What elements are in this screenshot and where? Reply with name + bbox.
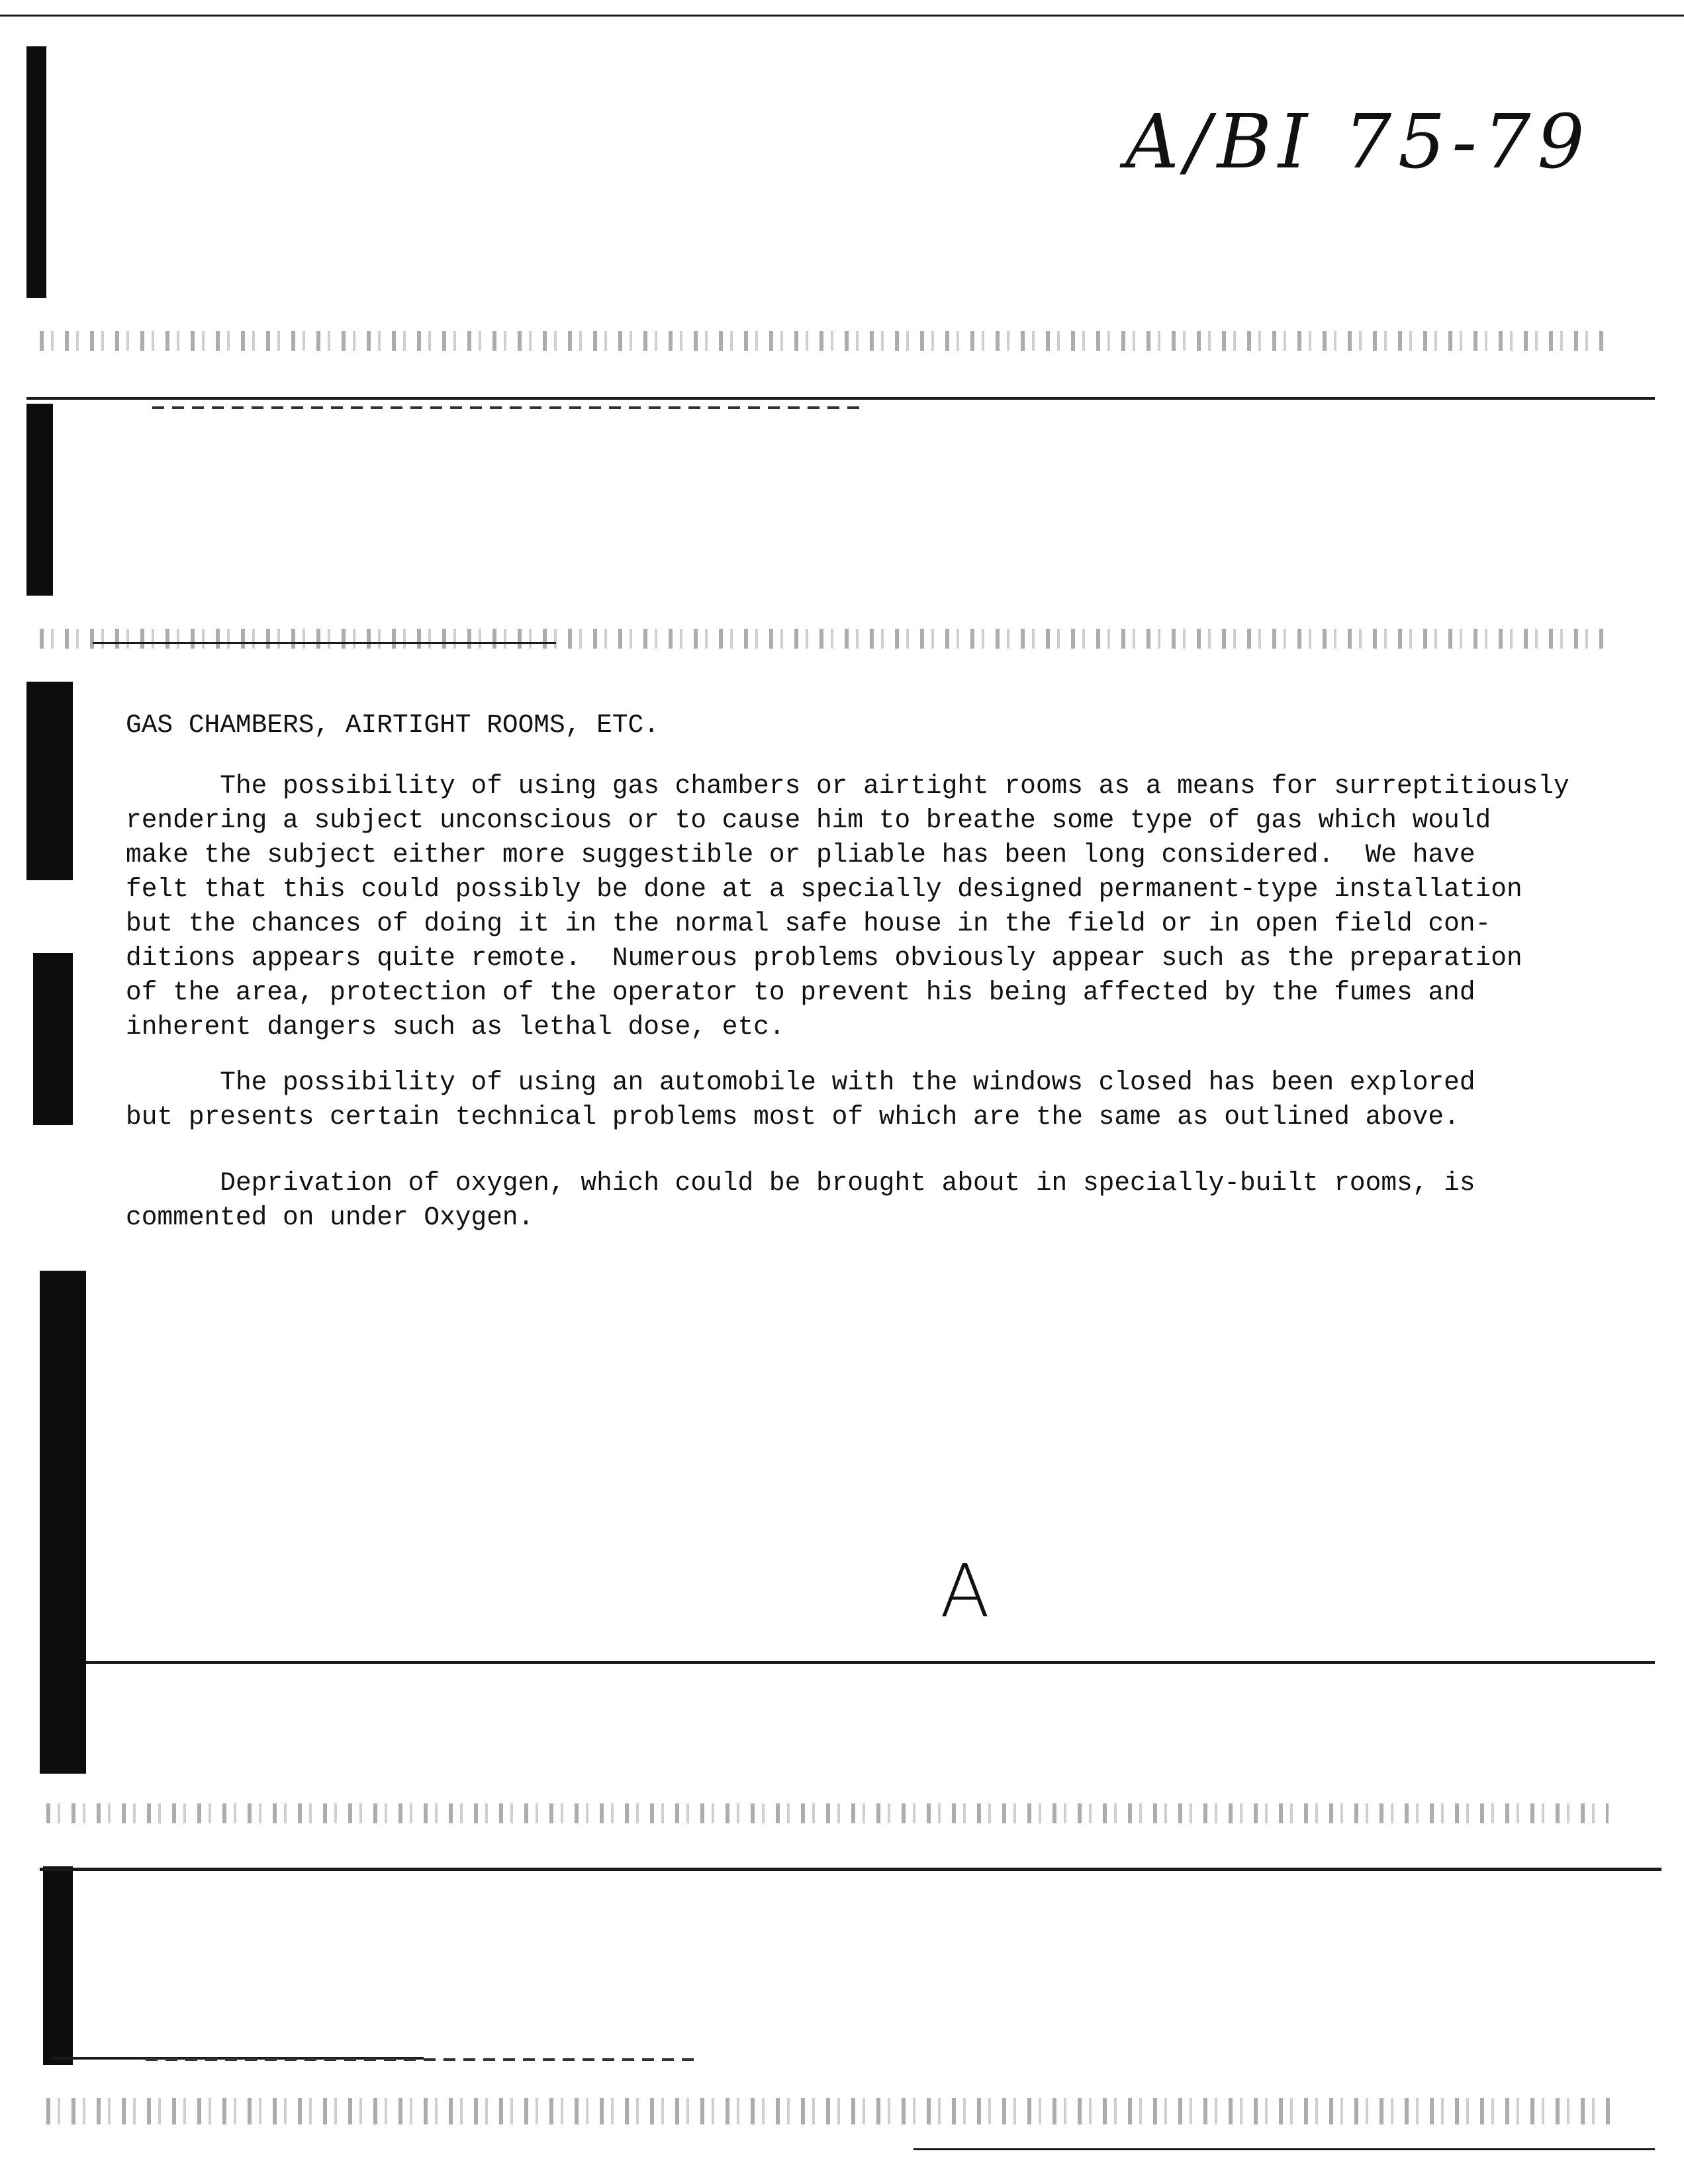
paragraph: Deprivation of oxygen, which could be brought about in specially-built rooms, is commented on under Oxygen. [126, 1168, 1475, 1232]
top-rule [0, 15, 1684, 17]
strip-rule [913, 2148, 1655, 2150]
handwritten-page-letter: A [940, 1549, 990, 1633]
strip-rule [40, 1868, 1661, 1871]
handwritten-reference: A/BI 75-79 [1125, 99, 1591, 185]
scan-edge-bar [26, 46, 46, 298]
scan-edge-bar [40, 1271, 86, 1774]
scan-noise-strip [46, 2098, 1615, 2124]
paragraph: The possibility of using gas chambers or airtight rooms as a means for surreptitiously rendering a subject unconscious or to cause him to breathe some type of gas which would make the subject either more suggestible or pliable has been long considered. We have felt that this could possibly be done at a specially designed permanent-type installation but the chances of doing it in the normal safe house in the field or in open field con- ditions appears quite remote. Numerous problems obviously appear such as the preparation of the area, protection of the operator to prevent his being affected by the fumes and inherent dangers such as lethal dose, etc. [126, 771, 1569, 1042]
strip-rule [26, 397, 1655, 400]
scan-edge-bar [33, 953, 73, 1125]
paragraph: The possibility of using an automobile with the windows closed has been explored but presents certain technical problems most of which are the same as outlined above. [126, 1068, 1475, 1132]
frame-bottom-rule [86, 1661, 1655, 1664]
scan-noise-strip [46, 1803, 1609, 1823]
scan-edge-bar [26, 404, 53, 596]
section-heading: GAS CHAMBERS, AIRTIGHT ROOMS, ETC. [126, 710, 659, 740]
scan-noise-strip [40, 629, 1609, 649]
dash-rule [152, 406, 867, 409]
dash-rule [146, 2058, 695, 2061]
scan-noise-strip [40, 331, 1609, 351]
scan-edge-bar [26, 682, 73, 880]
scan-edge-bar [43, 1866, 73, 2065]
strip-rule [93, 642, 556, 644]
